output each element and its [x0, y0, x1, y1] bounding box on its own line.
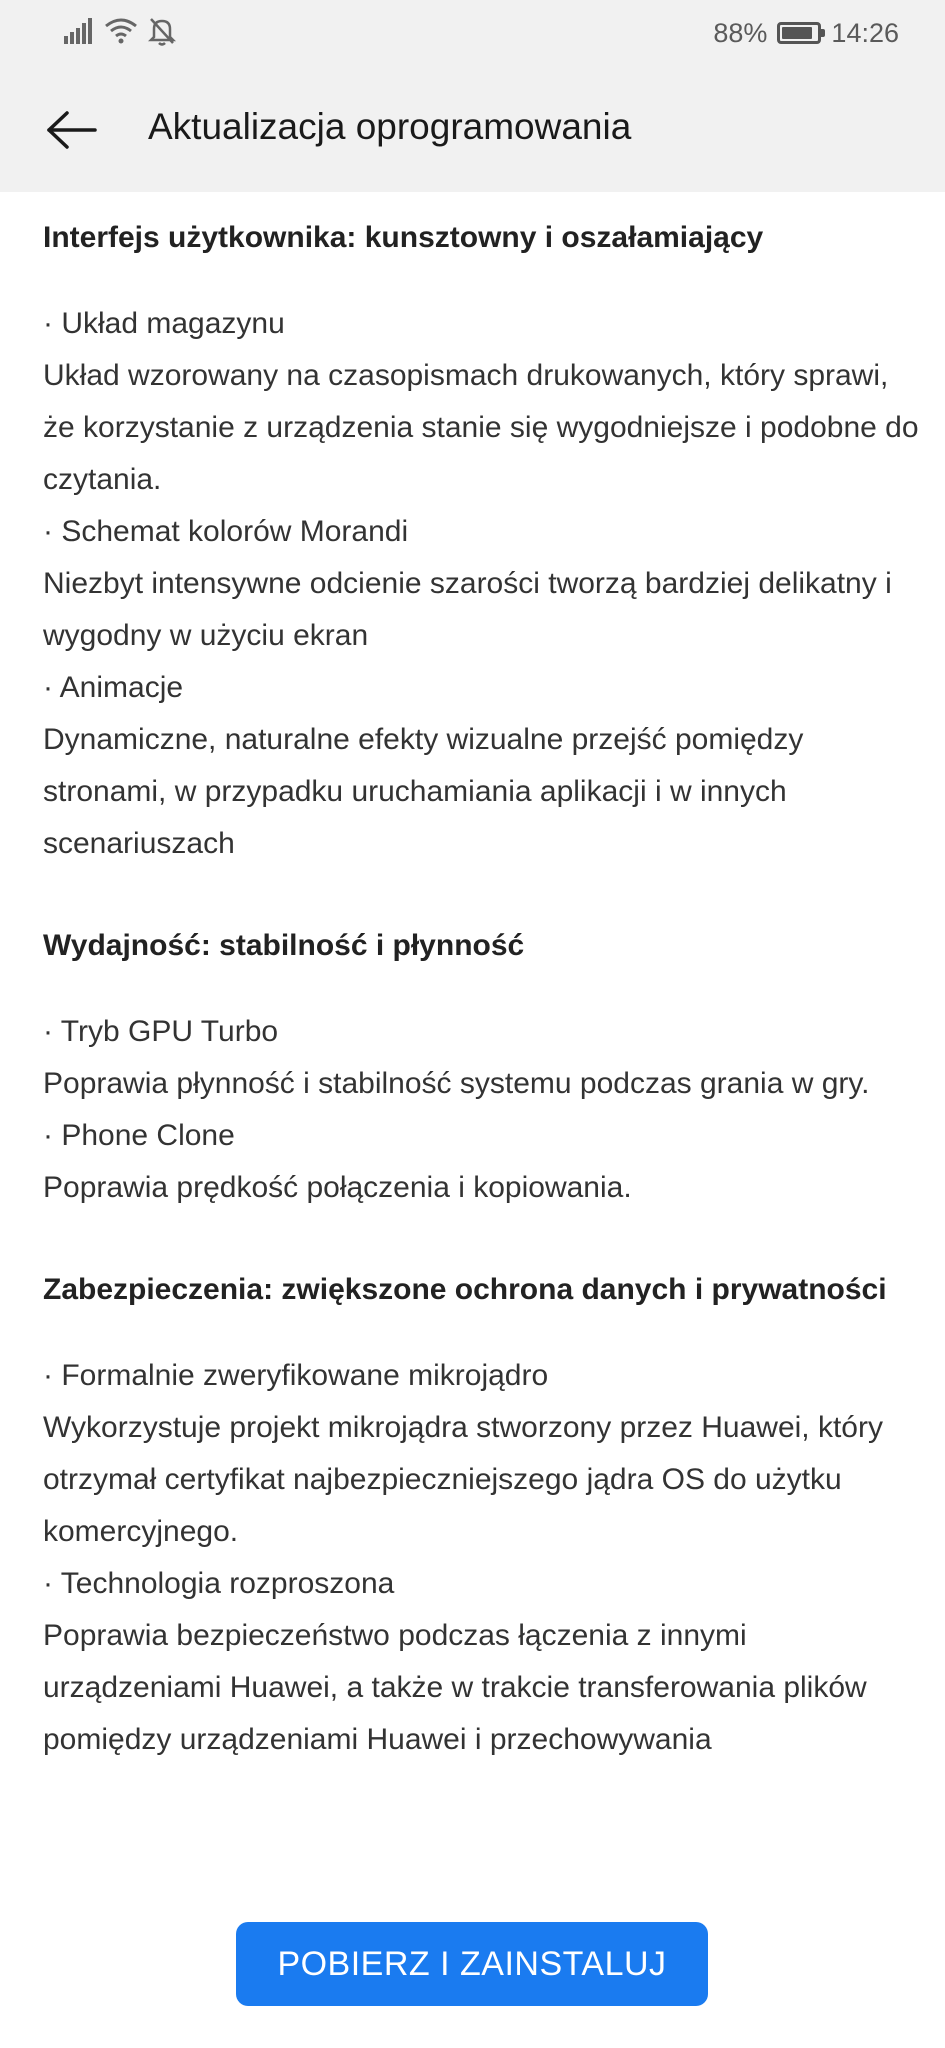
feature-description: Niezbyt intensywne odcienie szarości tworzą bardziej delikatny i wygodny w użyciu ekran [43, 567, 892, 652]
section-heading: Interfejs użytkownika: kunsztowny i oszałamiający [43, 221, 764, 254]
feature-description: Wykorzystuje projekt mikrojądra stworzony przez Huawei, który otrzymał certyfikat najbezpieczniejszego jądra OS do użytku komercyjnego. [43, 1411, 883, 1548]
clock: 14:26 [831, 17, 899, 48]
section-heading: Zabezpieczenia: zwiększone ochrona danych i prywatności [43, 1273, 887, 1306]
battery-percent: 88% [713, 17, 768, 48]
status-icons-right [713, 14, 899, 52]
feature-description: Dynamiczne, naturalne efekty wizualne przejść pomiędzy stronami, w przypadku uruchamiania aplikacji i w innych scenariuszach [43, 723, 804, 860]
feature-description: Poprawia płynność i stabilność systemu podczas grania w gry. [43, 1067, 870, 1100]
feature-description: Układ wzorowany na czasopismach drukowanych, który sprawi, że korzystanie z urządzenia stanie się wygodniejsze i podobne do czytania. [43, 359, 919, 496]
release-notes-section [43, 1270, 923, 1766]
feature-description: Poprawia bezpieczeństwo podczas łączenia z innymi urządzeniami Huawei, a także w trakcie transferowania plików pomiędzy urządzeniami Huawei i przechowywania [43, 1619, 867, 1756]
feature-title: · Tryb GPU Turbo [43, 1015, 279, 1048]
top-bar-area [0, 0, 945, 192]
section-body [43, 298, 923, 870]
battery-fill [782, 27, 812, 39]
feature-title: · Schemat kolorów Morandi [43, 515, 409, 548]
section-body [43, 1006, 923, 1214]
download-install-button[interactable]: POBIERZ I ZAINSTALUJ [236, 1922, 708, 2006]
section-heading: Wydajność: stabilność i płynność [43, 929, 525, 962]
status-bar [0, 0, 945, 68]
signal-icon [64, 18, 94, 49]
page-title: Aktualizacja oprogramowania [148, 106, 632, 147]
feature-title: · Technologia rozproszona [43, 1567, 395, 1600]
status-icons-left [64, 16, 176, 50]
release-notes-section [43, 218, 923, 870]
battery-icon [777, 22, 821, 44]
feature-title: · Formalnie zweryfikowane mikrojądro [43, 1359, 549, 1392]
feature-title: · Phone Clone [43, 1119, 235, 1152]
release-notes-scroll-area[interactable] [43, 192, 923, 1838]
bell-muted-icon [148, 16, 176, 51]
arrow-left-icon [46, 110, 98, 155]
bottom-action-area [0, 1838, 945, 2048]
app-bar [0, 68, 945, 192]
feature-title: · Animacje [43, 671, 184, 704]
feature-description: Poprawia prędkość połączenia i kopiowania. [43, 1171, 632, 1204]
back-button[interactable] [36, 96, 108, 168]
feature-title: · Układ magazynu [43, 307, 285, 340]
release-notes-section [43, 926, 923, 1214]
wifi-icon [104, 17, 138, 50]
section-body [43, 1350, 923, 1766]
